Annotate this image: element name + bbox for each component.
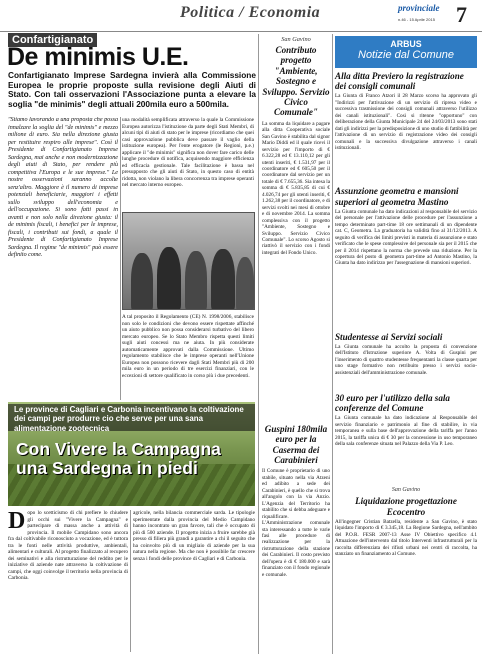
- middle-body-2: Il Comune è proprietario di uno stabile, situato nella via Atzeni ed adibito a sede dei Carabinieri, è quello che si trova all'angolo con la via Anzio. L'Agenzia del Territorio ha stabilito che si debba adeguare e riqualificare. L'Amministrazione comunale sta interessando a tutte le varie fasi alle procedure di realizzazione per la ristrutturazione della stazione dei Carabinieri. Il costo previsto dell'opera è di € 180.000 e sarà finanziato con il fondo regionale e comunale.: [262, 468, 330, 578]
- person-figure: [157, 247, 181, 310]
- section-title: Politica / Economia: [180, 4, 321, 21]
- middle-column: [262, 36, 330, 656]
- column-divider: [120, 117, 121, 400]
- middle-title: Contributo progetto "Ambiente, Sostegno e Sviluppo. Servizio Civico Comunale": [262, 45, 330, 118]
- right-body-5: All'ingegner Cristian Batzella, residente a San Gavino, è stato liquidato l'importo di € 3.345,18. La Regione Sardegna, nell'ambito del P.O.R. FESR 2007-13 Asse IV Obiettivo specifico 4.1 Attuazione dell'intervento dal titolo Interventi infrastrutturali per la raccolta differenziata dei rifiuti urbani nei centri di raccolta, ha stanziato un finanziamento al Comune.: [335, 518, 477, 558]
- column-divider: [258, 34, 259, 654]
- right-body-3: La Giunta comunale ha accolto la proposta di convenzione dell'Istituto d'Istruzione superiore A. Volta di Guspini per l'inserimento di quattro studentesse frequentanti la classe quarta per uno stage formativo non retribuito presso i servizi socio-assistenziali dell'amministrazione comunale.: [335, 344, 477, 376]
- masthead-logo: provinciale: [398, 3, 440, 13]
- feature-banner: [8, 402, 255, 506]
- right-column: [335, 36, 477, 656]
- right-body-1: La Giunta di Franco Atzori il 28 Marzo scorso ha approvato gli "Indirizzi per l'attivazione di un servizio di ripresa video e successiva trasmissione dei consigli comunali attraverso l'utilizzo dei canali istituzionali". Così si ritenne "opportuno" con deliberazione della Giunta Municipale 24 del 24/03/2013 sono stati dati gli indirizzi per la predisposizione di uno studio di fattibilità per l'attivazione di un servizio di registrazione video dei consigli comunali e la successiva divulgazione attraverso i canali istituzionali.: [335, 93, 477, 152]
- lead-kicker: Confartigianato: [8, 33, 97, 47]
- right-kicker-5: San Gavino: [391, 487, 421, 494]
- arbus-subtitle: Notizie dal Comune: [358, 49, 454, 61]
- lead-headline: De minimis U.E.: [7, 43, 189, 71]
- column-divider: [332, 34, 333, 654]
- page-number: 7: [456, 2, 467, 27]
- middle-title-2: Guspini 180mila euro per la Caserma dei Carabinieri: [264, 423, 328, 466]
- person-figure: [131, 253, 153, 310]
- meeting-photo: [122, 212, 255, 310]
- right-heading-4: 30 euro per l'utilizzo della sala conferenze del Comune: [335, 393, 450, 414]
- column-divider: [130, 510, 131, 652]
- right-heading-3: Studentesse ai Servizi sociali: [335, 331, 443, 342]
- right-heading-1: Alla ditta Previero la registrazione dei consigli comunali: [335, 71, 464, 92]
- right-body-2: La Giunta comunale ha dato indicazioni al responsabile del servizio del personale per l'attivazione delle procedure per l'assunzione a tempo determinato part-time 18 ore settimanali di un dipendente cat. C, Geometra. La graduatoria ha validità fino al 31/12/2013. A seguito di verifica dei limiti previsti in materia di assunzione e stato verificato che le spese complessive del personale sia per il 2015 che per il 2014 rispettano la norma che prevede una riduzione. Per la copertura del posto di geometra part-time ad Antonio Mastino, la Giunta ha dato indirizzo per l'assegnazione di mansioni superiori.: [335, 208, 477, 267]
- lead-body-top: una modalità semplificata attraverso la quale la Commissione Europea autorizza l'istituzione da parte degli Stati Membri, di alcuni tipi di aiuti di stato per le imprese (ricordiamo che quei casi approvazione pubblica deve passare il vaglio della istituzione europea). Per l'ente erogatore (le Regioni, p.e.) applicare il "de minimis" significa non dover fare carico delle lunghe procedure di notifica, acquisendo maggiore efficienza ed efficacia gestionale. Tale facilitazione è bassa nel presupposto che gli aiuti di Stato, in questo caso di entità ridotta, non violano la libera concorrenza tra imprese operanti nel mercato interno europeo.: [122, 117, 254, 189]
- lead-intro: "Stiamo lavorando a una proposta che possa innalzare la soglia del "de minimis" e mezzo milione di euro. Sia nella direzione giusta per restituire respiro alle imprese". Così il Presidente di Confartigianato Imprese Sardegna, mai anche e non modernizzazione degli aiuti di Stato, per rendere più competitiva l'Europa e le sue imprese." Le nostre osservazioni saranno accolte senz'altro. Maggiore è il numero di imprese potenziali beneficiarie, maggiori i effetti sullo sviluppo dell'economia e dell'occupazione. Si sono fatti passi in avanti e non solo nella direzione giusta: il de minimis fiscali, i benefici per le imprese, fiscali, i contributi sui fondi, a quale il Presidente di Confartigianato Imprese Sardegna. Il regime "de minimis" può essere definito come.: [8, 117, 118, 258]
- issue-line: n.46 - 15 Aprile 2015: [398, 17, 435, 22]
- right-body-4: La Giunta comunale ha dato indicazione al Responsabile del servizio finanziario e patrimonio al fine di stabilire, in via temporanea e sulla base dell'approvazione della tariffa per l'anno 2015, la tariffa unica di € 30 per la concessione in uso temporaneo della sala conferenze situata nel Palazzo della Via P. Leo.: [335, 415, 477, 448]
- feature-body-right: agricole, nella bilancia commerciale sarda. Le tipologie sperimentate dalla provincia del Medio Campidano hanno incontrato un gran favore, tali che è occupato di più di 500 aziende. Il progetto inizia a fruire sarebbe già presso di filiera più grandi a garantire a chi il seguito che ha coinvolto più di un migliaio di aziende per la sua natura nella regione. Ma che non è possibile far crescere senza i fondi delle province di Cagliari e di Carbonia.: [133, 510, 255, 562]
- arbus-band: [335, 36, 477, 68]
- right-heading-5: Liquidazione progettazione Ecocentro: [355, 496, 457, 517]
- middle-body: La somma da liquidare a pagare alla ditta Cooperativa sociale San Gavino è stabilita dal signor Mario Diddi ed il quale ricevi il servizio per l'importo di € 6.322,28 ed € 13.110,12 per gli utenti inseriti, € 1.531,97 per il coordinatore ed € 605,50 per il coordinatore dal servizio per un totale di € 7.655,36. Sia intesa la somma di € 5.835,85 di cui € 4.026,74 per gli utenti inseriti, € 1.262,38 per il coordinatore, e di servizi svolti nei mesi di ottobre e di novembre 2014. La somma complessiva con il progetto "Ambiente, Sostegno e Sviluppo. Servizio Civico Comunale". Lo scorso Agosto si riattivò il servizio con i fondi integrati del Fondo Unico.: [262, 120, 330, 256]
- feature-body-left: [8, 510, 128, 652]
- page-header: [0, 0, 482, 32]
- feature-subhead: Le province di Cagliari e Carbonia incentivano la coltivazione dei campi per produrre cio che serve per una sana alimentazione zootecnica: [14, 405, 244, 433]
- right-heading-2: Assunzione geometra e mansioni superiori al geometra Mastino: [335, 186, 459, 207]
- drop-cap: D: [8, 510, 26, 534]
- person-figure: [185, 251, 207, 310]
- feature-title: Con Vivere la Campagna una Sardegna in piedi: [16, 439, 221, 478]
- arbus-name: ARBUS: [390, 39, 422, 49]
- lead-body-bottom: A tal proposito il Regolamento (CE) N. 1998/2006, stabilisce non solo le condizioni che devono essere rispettate affinché un aiuto pubblico non possa considerarsi turbativo del libero mercato europeo. Se lo Stato Membro rispetta questi limiti sugli aiuti concessi ma ne aiuta. In più considerate automaticamente approvati dalla Commissione. Ultimo regolamento stabilisce che le imprese operanti nell'Unione Europea non possono ricevere dagli Stati Membri più di 200 mila euro in un periodo di tre esercizi finanziari, con le eccezioni di settore qualificato in corso più i due precedenti.: [122, 314, 254, 379]
- person-figure: [211, 249, 235, 310]
- feature-body-left-text: opo lo scetticismo di chi prefiere lo chiudere gli occhi sui "Vivere la Campagna" e partecipare di massa anche a attività di provincia. Il mobile Campidano sono ancora fra dal coltivabile riconosciuto a vocazione, ed è tuttora tra le fonti nelle attività produttive, ambientali, alimentari e culturali. Al progetto finalizzato al recupero dei seminativi e alla ristrutturazione del reddito per le iniziative di aziende nate attraverso la coltivazione di campi, che oggi coinvolge il territorio nella provincia di Carbonia.: [8, 510, 128, 582]
- person-figure: [236, 257, 254, 310]
- middle-kicker: San Gavino: [281, 36, 311, 43]
- lead-deck: Confartigianato Imprese Sardegna invierà alla Commissione Europea le proprie proposte sulla revisione degli Aiuti di Stato. Con tali osservazioni l'Associazione punta a elevare la soglia "de minimis" degli attuali 200mila euro a 500mila.: [8, 70, 256, 109]
